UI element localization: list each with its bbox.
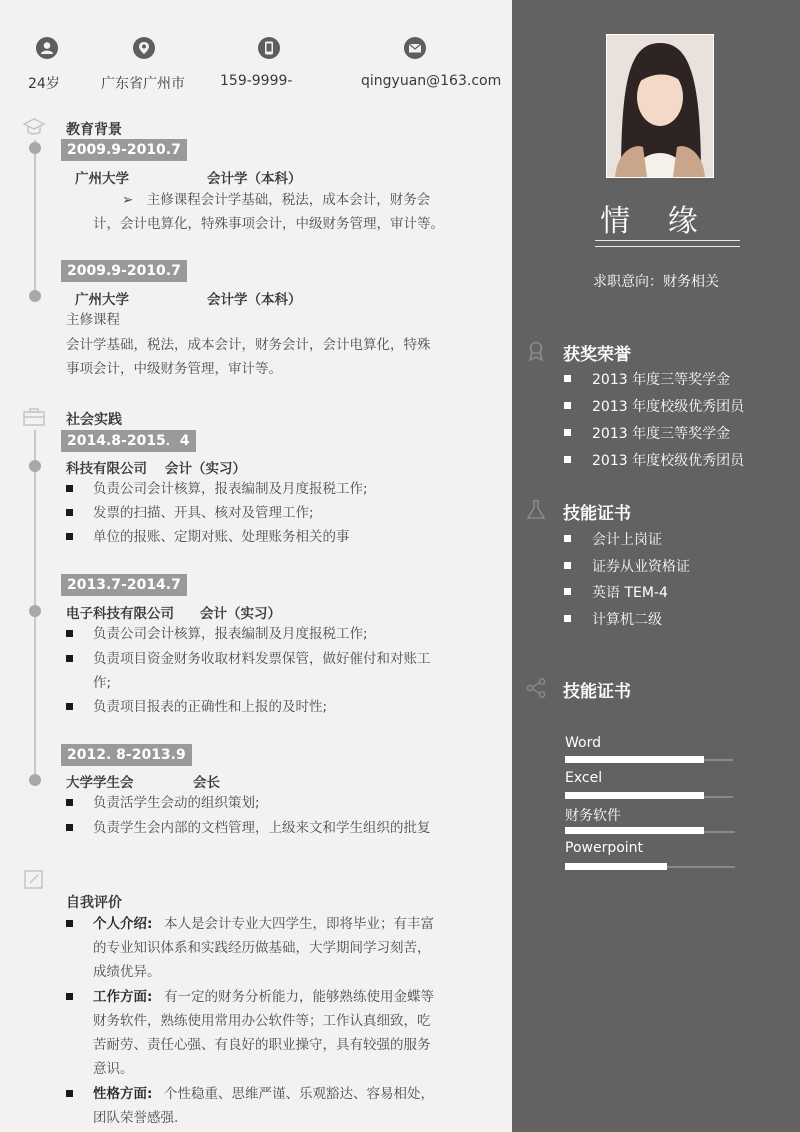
share-icon	[525, 677, 547, 699]
location-text: 广东省广州市	[101, 76, 185, 92]
duty-item: 负责学生会内部的文档管理，上级来文和学生组织的批复	[93, 820, 431, 836]
date-badge: 2012. 8-2013.9	[61, 744, 192, 766]
phone-icon	[258, 37, 280, 59]
bullet	[564, 535, 571, 542]
date-badge: 2013.7-2014.7	[61, 574, 187, 596]
section-title-certs: 技能证书	[563, 504, 631, 524]
course-text: ➢ 主修课程会计学基础，税法，成本会计，财务会	[122, 192, 431, 208]
self-text: 有一定的财务分析能力，能够熟练使用金蝶等	[164, 989, 434, 1005]
date-badge: 2009.9-2010.7	[61, 139, 187, 161]
org-name: 大学学生会	[66, 775, 134, 791]
bullet	[66, 920, 73, 927]
flask-icon	[525, 499, 547, 521]
bullet	[564, 375, 571, 382]
self-text: 团队荣誉感强.	[93, 1110, 179, 1126]
bullet	[564, 429, 571, 436]
role-name: 会计（实习）	[200, 606, 281, 622]
role-name: 会计（实习）	[165, 461, 246, 477]
self-text: 财务软件，熟练使用常用办公软件等；工作认真细致，吃	[93, 1013, 431, 1029]
role-name: 会长	[193, 775, 220, 791]
self-text: 意识。	[93, 1061, 134, 1077]
section-title-self: 自我评价	[66, 895, 122, 911]
bullet	[66, 799, 73, 806]
bullet	[564, 588, 571, 595]
bullet	[564, 456, 571, 463]
course-text: 会计学基础，税法，成本会计，财务会计，会计电算化，特殊	[66, 337, 431, 353]
age-text: 24岁	[28, 76, 60, 92]
bullet	[66, 485, 73, 492]
email-text: qingyuan@163.com	[361, 73, 502, 89]
bullet	[66, 533, 73, 540]
duty-item: 负责公司会计核算，报表编制及月度报税工作;	[93, 481, 368, 497]
cert-item: 英语 TEM-4	[592, 585, 668, 601]
section-title-practice: 社会实践	[66, 412, 122, 428]
org-name: 科技有限公司	[66, 461, 147, 477]
self-text: 苦耐劳、责任心强、有良好的职业操守，具有较强的服务	[93, 1037, 431, 1053]
graduation-cap-icon	[22, 116, 46, 138]
date-badge: 2014.8-2015．4	[61, 430, 196, 452]
cert-item: 计算机二级	[592, 612, 662, 628]
briefcase-icon	[22, 406, 46, 428]
duty-item: 发票的扫描、开具、核对及管理工作;	[93, 505, 314, 521]
self-text: 的专业知识体系和实践经历做基础，大学期间学习刻苦，	[93, 940, 431, 956]
major-name: 会计学（本科）	[207, 171, 302, 187]
bullet	[66, 509, 73, 516]
self-label: 工作方面:	[93, 989, 153, 1005]
cert-item: 证券从业资格证	[592, 559, 690, 575]
skill-bar-finance	[565, 827, 704, 834]
timeline-dot	[29, 605, 41, 617]
job-intent: 求职意向：财务相关	[593, 274, 719, 290]
cert-item: 会计上岗证	[592, 532, 662, 548]
bullet	[564, 562, 571, 569]
divider	[595, 246, 740, 247]
duty-item: 负责公司会计核算，报表编制及月度报税工作;	[93, 626, 368, 642]
section-title-education: 教育背景	[66, 122, 122, 138]
section-title-skills: 技能证书	[563, 682, 631, 702]
phone-text: 159-9999-	[220, 73, 293, 89]
major-name: 会计学（本科）	[207, 292, 302, 308]
duty-item: 单位的报账、定期对账、处理账务相关的事	[93, 529, 350, 545]
location-icon	[133, 37, 155, 59]
award-item: 2013 年度校级优秀团员	[592, 399, 745, 415]
bullet	[66, 655, 73, 662]
mail-icon	[404, 37, 426, 59]
candidate-name: 情 缘	[600, 204, 712, 239]
skill-name: Word	[565, 735, 601, 751]
bullet	[66, 824, 73, 831]
bullet	[564, 402, 571, 409]
award-item: 2013 年度三等奖学金	[592, 426, 731, 442]
org-name: 电子科技有限公司	[66, 606, 174, 622]
timeline-dot	[29, 774, 41, 786]
course-label: 主修课程	[66, 312, 120, 328]
school-name: 广州大学	[75, 171, 129, 187]
duty-item: 负责项目资金财务收取材料发票保管，做好催付和对账工	[93, 651, 431, 667]
skill-name: Powerpoint	[565, 840, 644, 856]
bullet	[66, 1090, 73, 1097]
award-item: 2013 年度校级优秀团员	[592, 453, 745, 469]
award-item: 2013 年度三等奖学金	[592, 372, 731, 388]
self-text: 本人是会计专业大四学生，即将毕业；有丰富	[164, 916, 434, 932]
divider	[595, 240, 740, 241]
award-icon	[525, 340, 547, 362]
timeline-dot	[29, 142, 41, 154]
self-text: 个性稳重、思维严谨、乐观豁达、容易相处，	[164, 1086, 434, 1102]
bullet	[66, 993, 73, 1000]
pencil-note-icon	[22, 868, 46, 890]
course-text: 计，会计电算化，特殊事项会计，中级财务管理，审计等。	[93, 216, 444, 232]
date-badge: 2009.9-2010.7	[61, 260, 187, 282]
timeline-line	[34, 140, 36, 298]
skill-bar-word	[565, 756, 704, 763]
timeline-dot	[29, 290, 41, 302]
bullet	[564, 615, 571, 622]
school-name: 广州大学	[75, 292, 129, 308]
skill-bar-powerpoint	[565, 863, 667, 870]
skill-name: Excel	[565, 770, 603, 786]
duty-item: 负责活学生会动的组织策划;	[93, 795, 260, 811]
person-icon	[36, 37, 58, 59]
duty-item-continuation: 作;	[93, 675, 112, 691]
skill-name: 财务软件	[565, 808, 621, 824]
timeline-dot	[29, 460, 41, 472]
bullet	[66, 630, 73, 637]
self-label: 个人介绍:	[93, 916, 153, 932]
course-text: 事项会计，中级财务管理，审计等。	[66, 361, 282, 377]
skill-bar-excel	[565, 792, 704, 799]
self-text: 成绩优异。	[93, 964, 161, 980]
duty-item: 负责项目报表的正确性和上报的及时性;	[93, 699, 328, 715]
bullet	[66, 703, 73, 710]
self-label: 性格方面:	[93, 1086, 153, 1102]
profile-photo	[606, 34, 714, 178]
section-title-awards: 获奖荣誉	[563, 345, 631, 365]
